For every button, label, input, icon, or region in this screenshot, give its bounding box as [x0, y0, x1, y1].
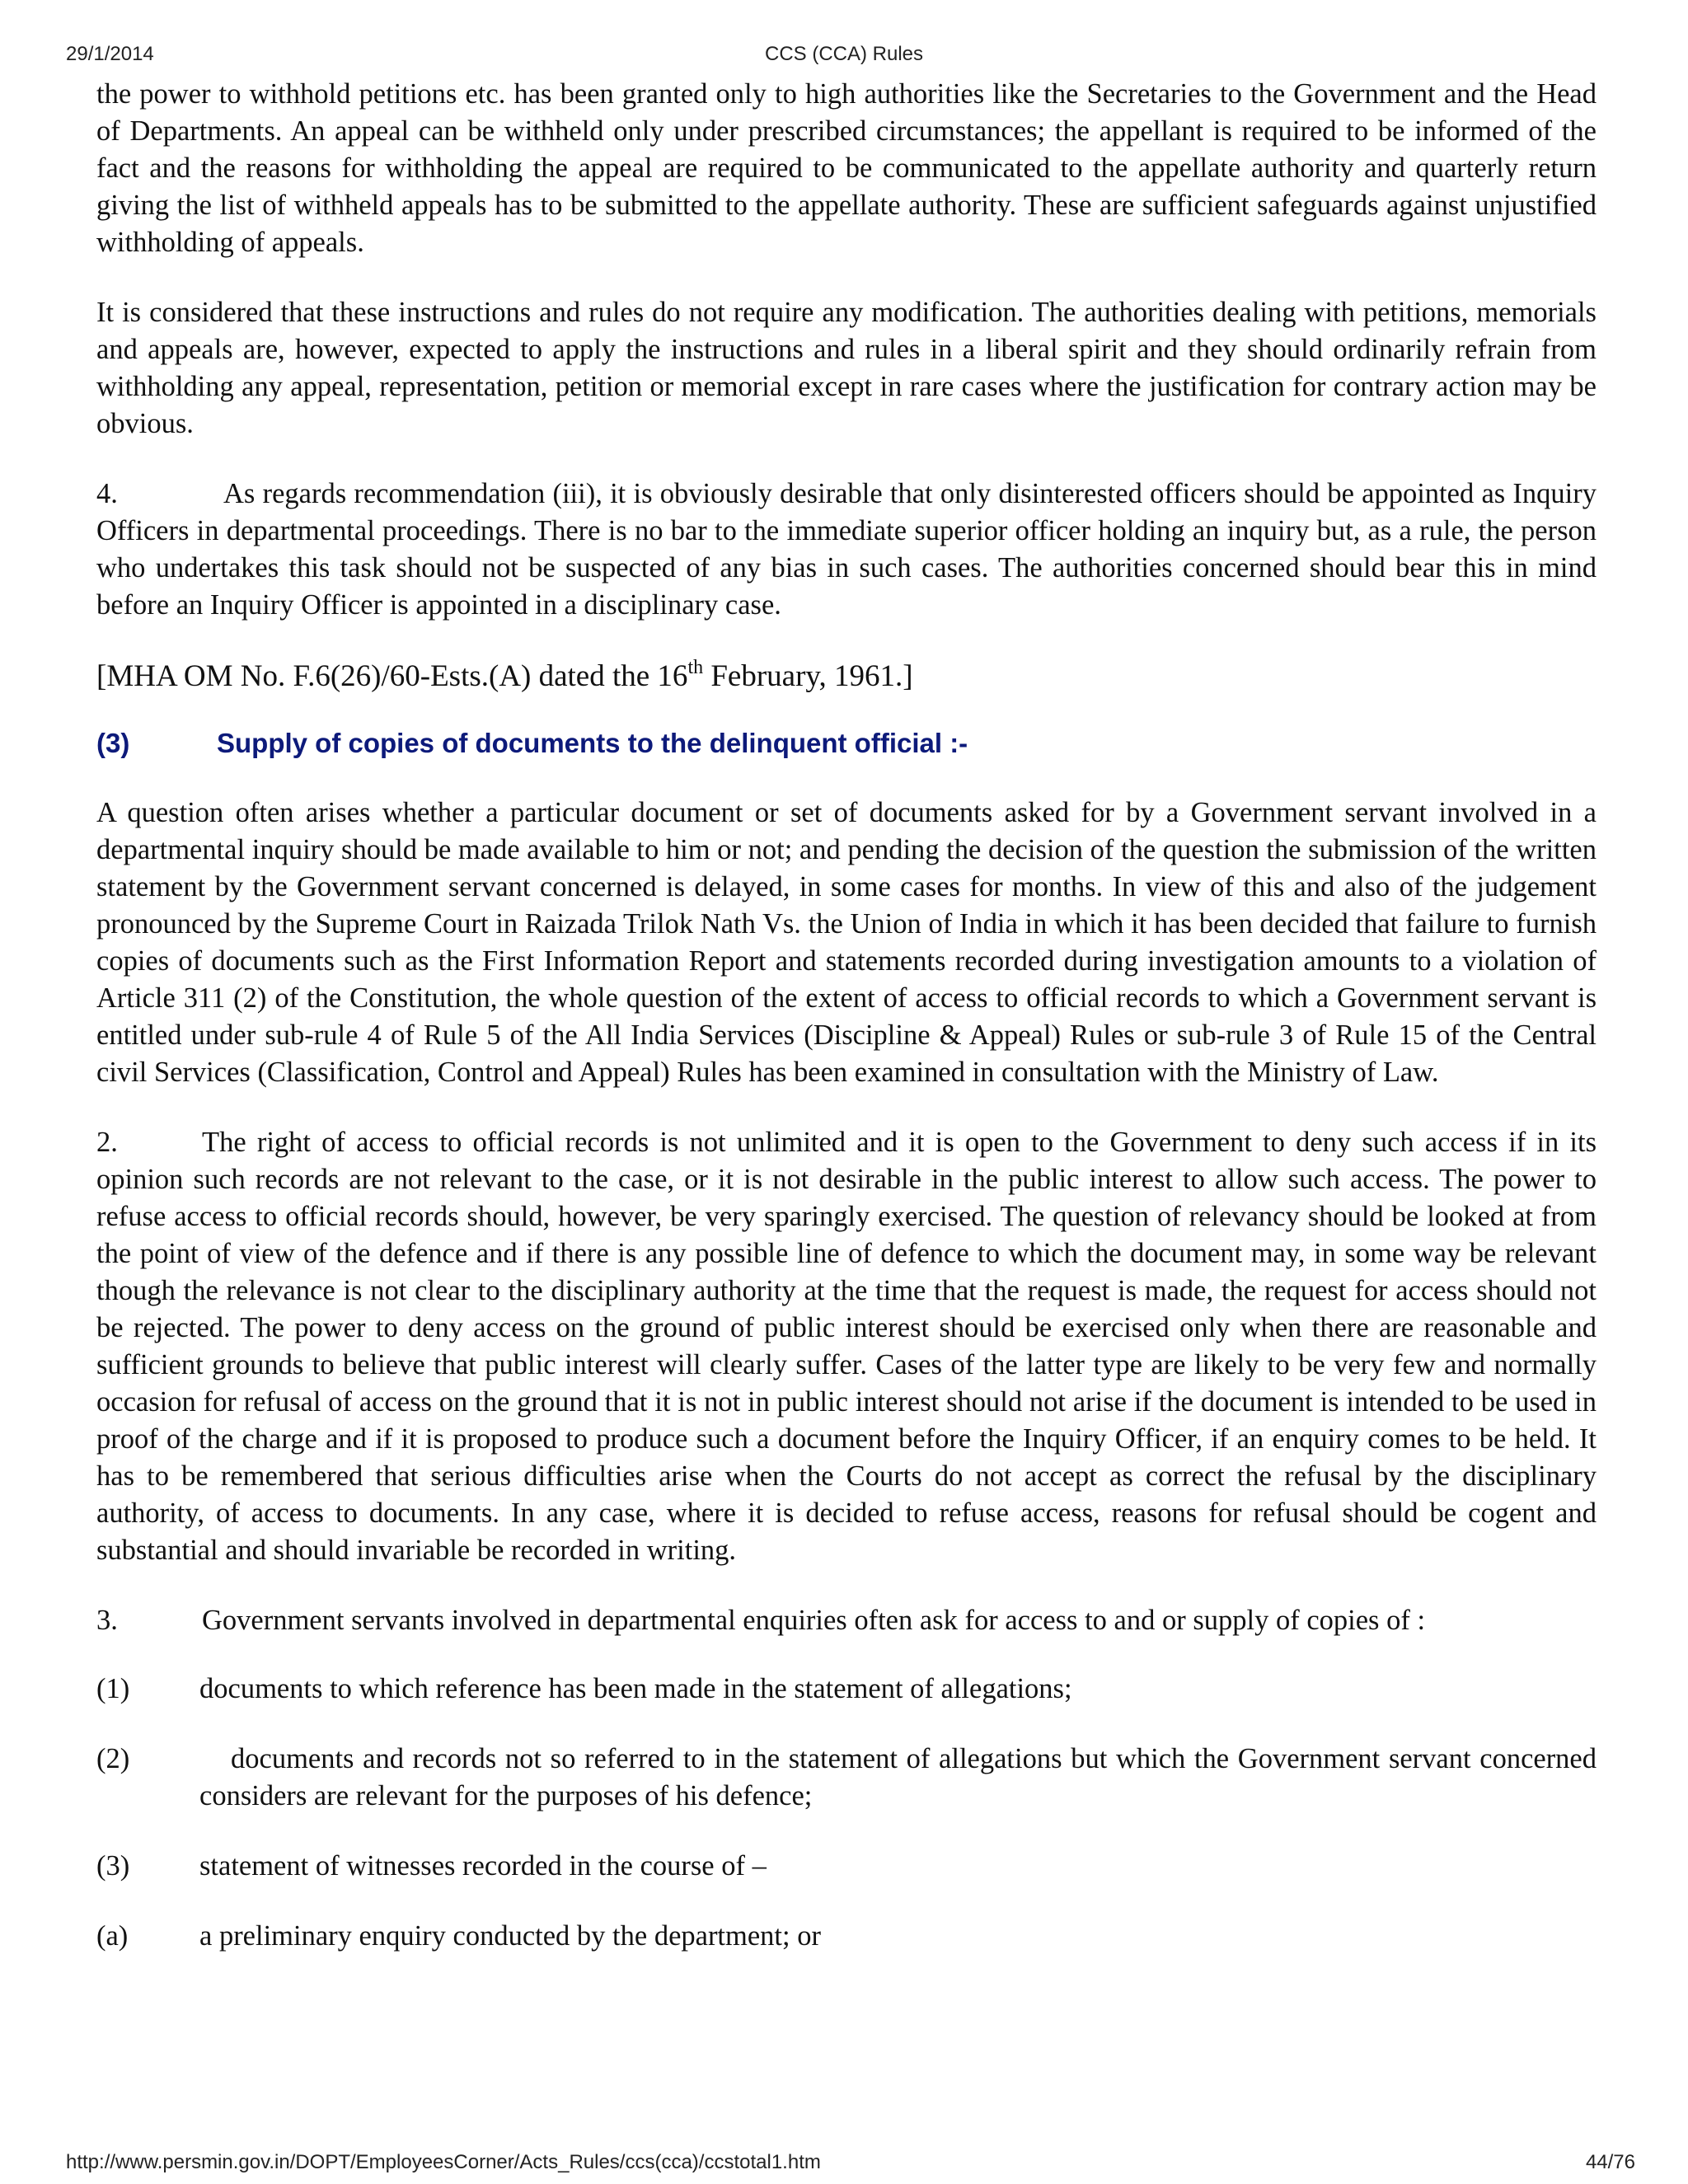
section-heading [96, 724, 1597, 762]
paragraph-number: 2. [96, 1127, 118, 1158]
list-item-text: statement of witnesses recorded in the course of – [199, 1850, 767, 1882]
section-title: Supply of copies of documents to the delinquent official :- [217, 728, 968, 758]
list-item [96, 1918, 1597, 1955]
paragraph-access-question: A question often arises whether a particular document or set of documents asked for by a Government servant involved in a departmental inquiry should be made available to him or not; and pending the decision of the question the submission of the written statement by the Government servant concerned is delayed, in some cases for months. In view of this and also of the judgement pronounced by the Supreme Court in Raizada Trilok Nath Vs. the Union of India in which it has been decided that failure to furnish copies of documents such as the First Information Report and statements recorded during investigation amounts to a violation of Article 311 (2) of the Constitution, the whole question of the extent of access to official records to which a Government servant is entitled under sub-rule 4 of Rule 5 of the All India Services (Discipline & Appeal) Rules or sub-rule 3 of Rule 15 of the Central civil Services (Classification, Control and Appeal) Rules has been examined in consultation with the Ministry of Law. [96, 797, 1597, 1088]
list-marker: (1) [96, 1673, 130, 1704]
paragraph-2-right-of-access [96, 1124, 1597, 1569]
citation-mha-om [96, 657, 1597, 696]
paragraph-text: Government servants involved in departmental enquiries often ask for access to and or supply of copies of : [202, 1605, 1426, 1636]
paragraph-instructions-no-modification: It is considered that these instructions and rules do not require any modification. The authorities dealing with petitions, memorials and appeals are, however, expected to apply the instructions and rules in a liberal spirit and they should ordinarily refrain from withholding any appeal, representation, petition or memorial except in rare cases where the justification for contrary action may be obvious. [96, 297, 1597, 439]
paragraph-text: The right of access to official records is not unlimited and it is open to the Government to deny such access if in its opinion such records are not relevant to the case, or it is not desirable in the public interest to allow such access. The power to refuse access to official records should, however, be very sparingly exercised. The question of relevancy should be looked at from the point of view of the defence and if there is any possible line of defence to which the document may, in some way be relevant though the relevance is not clear to the disciplinary authority at the time that the request is made, the request for access should not be rejected. The power to deny access on the ground of public interest should be exercised only when there are reasonable and sufficient grounds to believe that public interest will clearly suffer. Cases of the latter type are likely to be very few and normally occasion for refusal of access on the ground that it is not in public interest should not arise if the document is intended to be used in proof of the charge and if it is proposed to produce such a document before the Inquiry Officer, if an enquiry comes to be held. It has to be remembered that serious difficulties arise when the Courts do not accept as correct the refusal by the disciplinary authority, of access to documents. In any case, where it is decided to refuse access, reasons for refusal should be cogent and substantial and should invariable be recorded in writing. [96, 1127, 1597, 1566]
paragraph-withholding-powers: the power to withhold petitions etc. has been granted only to high authorities like the Secretaries to the Government and the Head of Departments. An appeal can be withheld only under prescribed circumstances; the appellant is required to be informed of the fact and the reasons for withholding the appeal are required to be communicated to the appellate authority and quarterly return giving the list of withheld appeals has to be submitted to the appellate authority. These are sufficient safeguards against unjustified withholding of appeals. [96, 78, 1597, 258]
citation-text-end: February, 1961.] [703, 659, 913, 693]
list-item [96, 1848, 1597, 1885]
list-marker: (3) [96, 1850, 130, 1882]
paragraph-number: 4. [96, 478, 118, 509]
citation-text: [MHA OM No. F.6(26)/60-Ests.(A) dated the 16 [96, 659, 688, 693]
list-item-text: a preliminary enquiry conducted by the department; or [199, 1920, 821, 1952]
list-item [96, 1671, 1597, 1708]
print-header [0, 43, 1688, 69]
list-item [96, 1741, 1597, 1815]
source-url: http://www.persmin.gov.in/DOPT/EmployeesCorner/Acts_Rules/ccs(cca)/ccstotal1.htm [66, 2151, 821, 2173]
page-number: 44/76 [1585, 2151, 1635, 2173]
paragraph-number: 3. [96, 1605, 118, 1636]
document-body [96, 76, 1597, 1988]
section-number: (3) [96, 728, 130, 758]
list-item-text: documents and records not so referred to in the statement of allegations but which the Government servant concerned considers are relevant for the purposes of his defence; [199, 1743, 1597, 1811]
paragraph-text: As regards recommendation (iii), it is obviously desirable that only disinterested officers should be appointed as Inquiry Officers in departmental proceedings. There is no bar to the immediate superior officer holding an inquiry but, as a rule, the person who undertakes this task should not be suspected of any bias in such cases. The authorities concerned should bear this in mind before an Inquiry Officer is appointed in a disciplinary case. [96, 478, 1597, 621]
list-marker: (a) [96, 1920, 129, 1952]
print-date: 29/1/2014 [66, 43, 154, 65]
paragraph-4-inquiry-officers [96, 476, 1597, 624]
print-footer [0, 2151, 1688, 2177]
list-item-text: documents to which reference has been made in the statement of allegations; [199, 1673, 1072, 1704]
list-marker: (2) [96, 1743, 130, 1774]
paragraph-3-requests [96, 1602, 1597, 1639]
citation-ordinal-suffix: th [687, 656, 704, 678]
document-title: CCS (CCA) Rules [764, 43, 924, 65]
